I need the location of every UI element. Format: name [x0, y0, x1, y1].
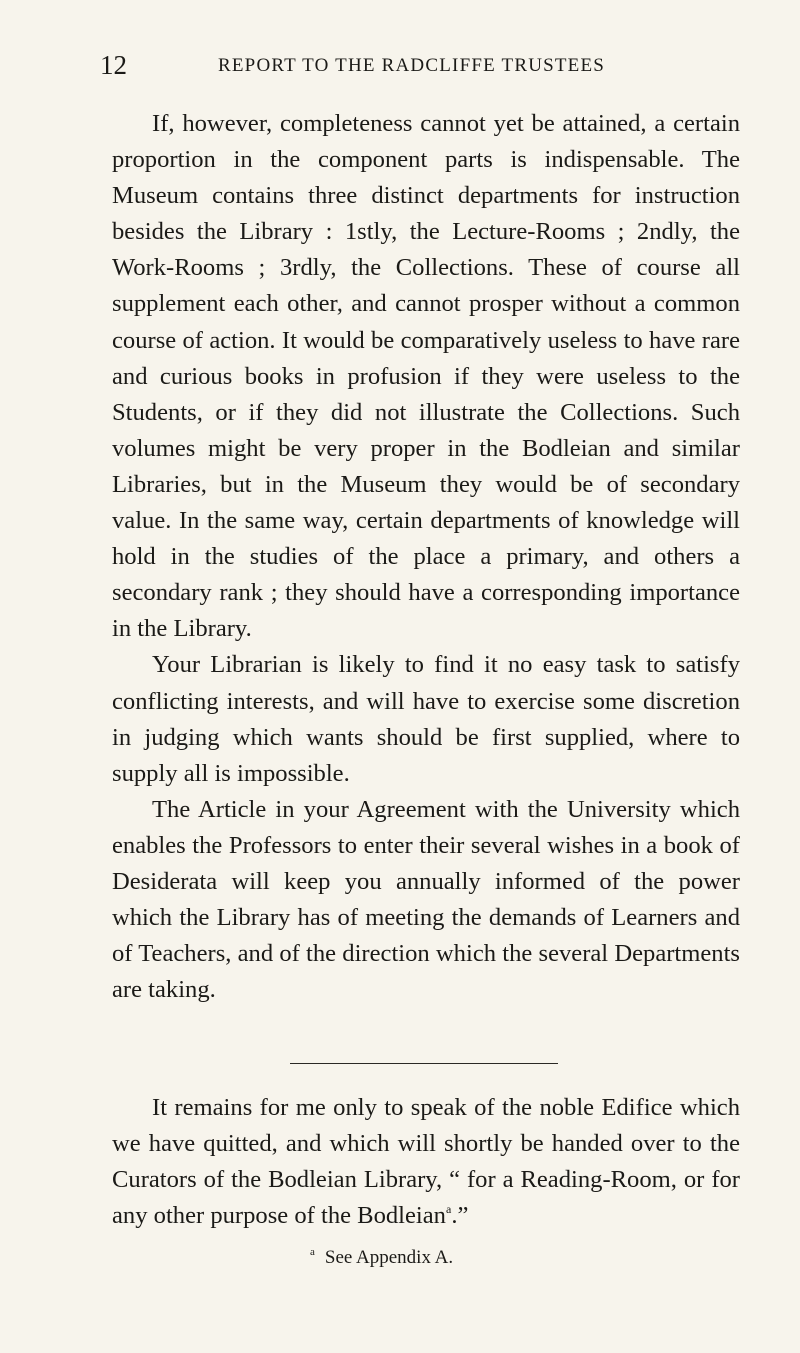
body-text — [112, 106, 740, 1008]
footnote-mark: a — [310, 1246, 315, 1258]
paragraph-edifice — [112, 1090, 740, 1234]
edifice-text: It remains for me only to speak of the noble Edifice which we have quitted, and which will shortly be handed over to the Curators of the Bodleian Library, “ for a Reading-Room, or for any other purpose of the Bodleian — [112, 1094, 740, 1230]
closing-section — [112, 1090, 740, 1234]
footnote — [310, 1239, 453, 1271]
footnote-reference: a — [445, 1202, 452, 1217]
page-number: 12 — [100, 50, 127, 80]
page-header — [100, 48, 740, 82]
running-title: REPORT TO THE RADCLIFFE TRUSTEES — [218, 55, 606, 76]
closing-quote: .” — [451, 1202, 469, 1230]
footnote-text: See Appendix A. — [324, 1247, 454, 1268]
section-divider — [290, 1063, 558, 1064]
paragraph-article: The Article in your Agreement with the University which enables the Professors to enter their several wishes in a book of Desiderata will keep you annually informed of the power which the Library has of meeting the demands of Learners and of Teachers, and of the direction which the several Departments are taking. — [112, 795, 740, 1004]
paragraph-librarian: Your Librarian is likely to find it no easy task to satisfy conflicting interests, and will have to exercise some discretion in judging which wants should be first supplied, where to supply all is impossible. — [112, 651, 740, 787]
paragraph-completeness: If, however, completeness cannot yet be attained, a certain proportion in the component parts is indispensable. The Museum contains three distinct departments for instruction besides the Library : 1stly, the Lecture-Rooms ; 2ndly, the Work-Rooms ; 3rdly, the Collections. These of course all supplement each other, and cannot prosper without a common course of action. It would be comparatively useless to have rare and curious books in profusion if they were useless to the Students, or if they did not illustrate the Collections. Such volumes might be very proper in the Bodleian and similar Libraries, but in the Museum they would be of secondary value. In the same way, certain departments of knowledge will hold in the studies of the place a primary, and others a secondary rank ; they should have a corresponding importance in the Library. — [112, 110, 740, 643]
